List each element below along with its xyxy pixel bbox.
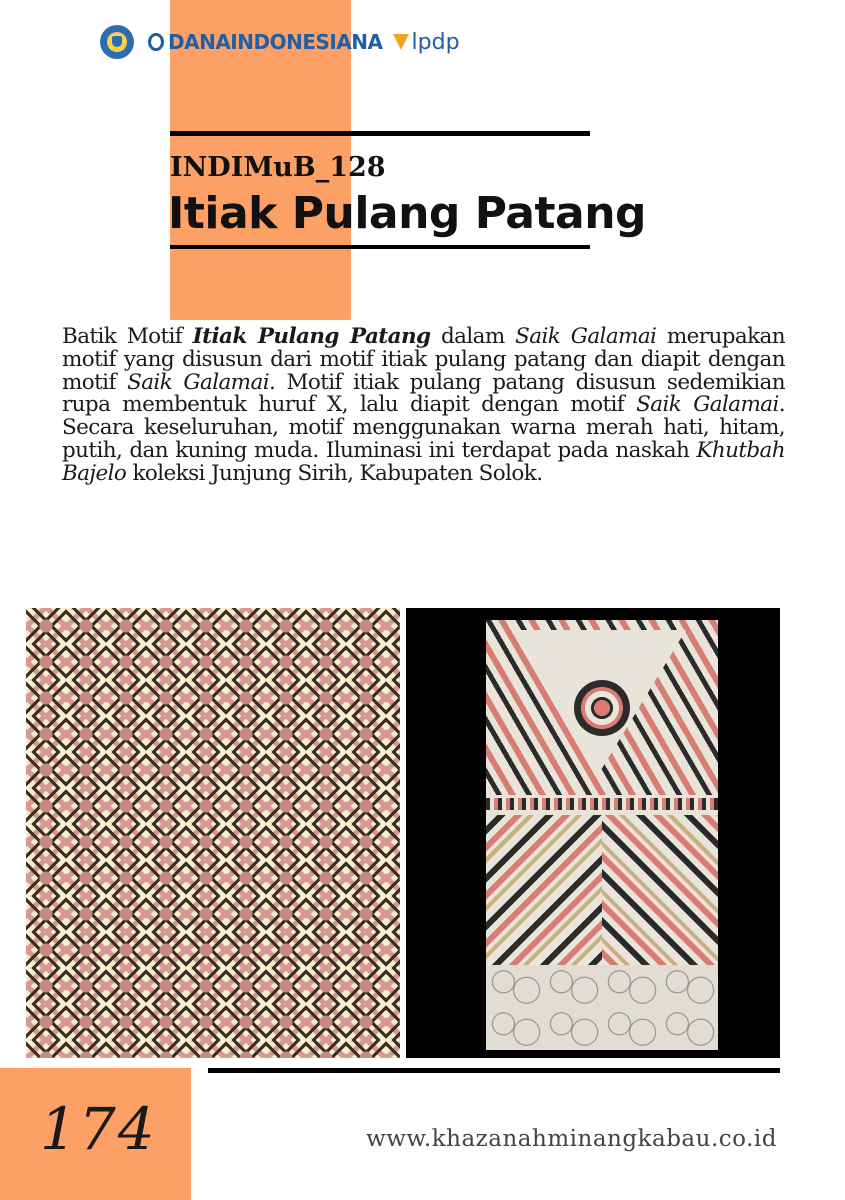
page-title: Itiak Pulang Patang [168, 188, 647, 239]
dana-indonesiana-icon [148, 33, 164, 51]
manuscript-medallion [574, 680, 630, 736]
sponsor-logos [100, 22, 460, 62]
title-rule-top [170, 131, 590, 136]
desc-italic-term: Saik Galamai [636, 392, 779, 418]
dana-indonesiana-logo [148, 30, 383, 54]
manuscript-floral-footer [486, 965, 718, 1050]
desc-text: koleksi Junjung Sirih, Kabupaten Solok. [126, 460, 543, 486]
desc-motif-name: Itiak Pulang Patang [192, 324, 431, 349]
manuscript-page [486, 620, 718, 1050]
footer-rule [208, 1068, 780, 1073]
page-number: 174 [40, 1095, 157, 1163]
desc-text: dalam [430, 324, 516, 349]
desc-text: . Secara keseluruhan, motif menggunakan warna merah hati, hitam, putih, dan kuning muda. Iluminasi ini terdapat pada naskah [62, 392, 786, 463]
desc-text: . Motif itiak pulang patang disusun sedemikian rupa membentuk huruf X, lalu diapit dengan motif [62, 369, 785, 418]
website-link[interactable]: www.khazanahminangkabau.co.id [366, 1126, 777, 1152]
lpdp-logo [393, 30, 460, 55]
desc-italic-term: Saik Galamai [127, 369, 269, 395]
batik-pattern-image [26, 608, 400, 1058]
kemdikbud-logo [100, 25, 134, 59]
manuscript-border-band [486, 798, 718, 810]
description-paragraph [62, 326, 785, 486]
desc-italic-term: Saik Galamai [515, 324, 657, 349]
lpdp-icon [393, 34, 409, 50]
entry-code: INDIMuB_128 [170, 152, 386, 183]
lpdp-label: lpdp [411, 29, 460, 55]
title-rule-bottom [170, 245, 590, 249]
manuscript-illumination-image [406, 608, 780, 1058]
desc-text: merupakan motif yang disusun dari motif itiak pulang patang dan diapit dengan motif [62, 324, 785, 395]
dana-indonesiana-label: DANAINDONESIANA [168, 30, 383, 54]
desc-manuscript-name: Khutbah Bajelo [62, 437, 785, 486]
desc-text: Batik Motif [62, 324, 193, 349]
